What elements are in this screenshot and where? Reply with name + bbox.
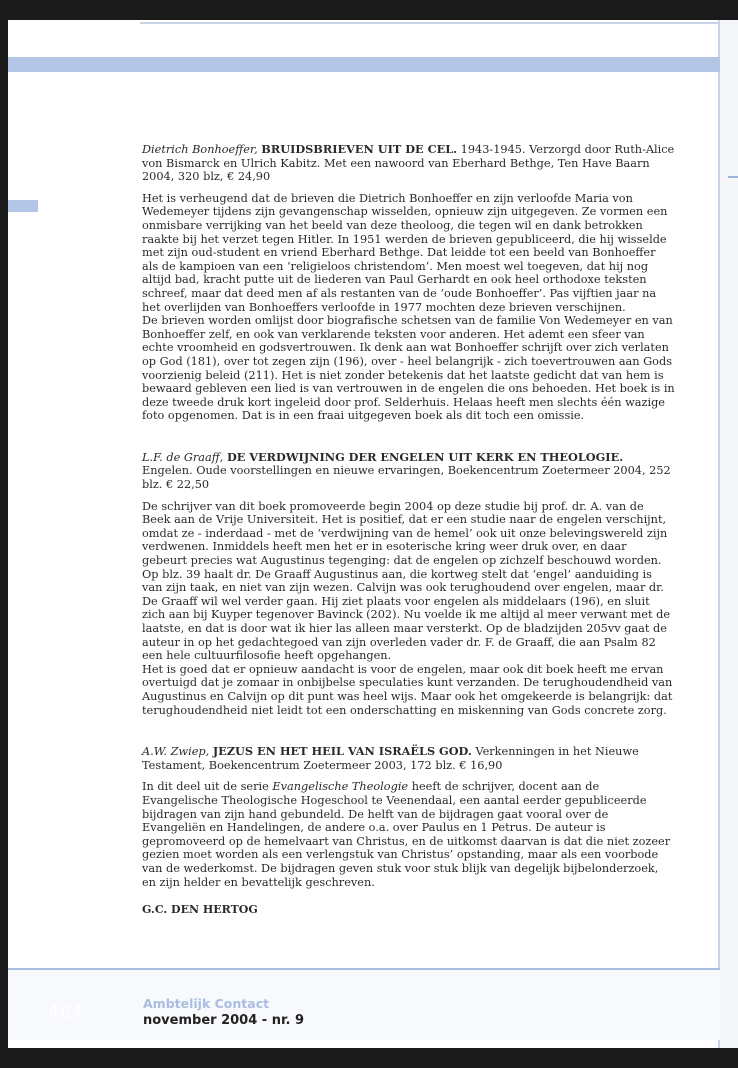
review-de-graaff — [142, 451, 675, 717]
right-edge-tick — [728, 176, 738, 178]
review-author: Dietrich Bonhoeffer, — [142, 143, 258, 156]
review-author: A.W. Zwiep, — [142, 745, 210, 759]
side-marker — [8, 200, 38, 212]
review-title: DE VERDWIJNING DER ENGELEN UIT KERK EN THEOLOGIE. — [226, 449, 624, 464]
review-title: JEZUS EN HET HEIL VAN ISRAËLS GOD. — [212, 744, 472, 759]
review-bonhoeffer — [142, 143, 675, 423]
reviews-column — [142, 143, 675, 944]
review-citation — [142, 745, 675, 772]
review-paragraph: Het is verheugend dat de brieven die Dietrich Bonhoeffer en zijn verloofde Maria von Wedemeyer tijdens zijn gevangenschap wisselden, opnieuw zijn uitgegeven. Ze vormen een onmisbare verrijking van het beeld van deze theoloog, die tegen wil en dank betrokken raakte bij het verzet tegen Hitler. In 1951 werden de brieven gepubliceerd, die hij wisselde met zijn oud-student en vriend Eberhard Bethge. Dat leidde tot een beeld van Bonhoeffer als de kampioen van een ‘religieloos christendom’. Men moest wel toegeven, dat hij nog altijd bad, kracht putte uit de liederen van Paul Gerhardt en ook heel orthodoxe teksten schreef, maar dat deed men af als restanten van de ‘oude Bonhoeffer’. Pas vijftien jaar na het overlijden van Bonhoeffers verloofde in 1977 mochten deze brieven verschijnen. — [142, 191, 668, 314]
review-author: L.F. de Graaff, — [142, 450, 224, 464]
journal-issue: november 2004 - nr. 9 — [143, 1013, 305, 1028]
paragraph-lead: In dit deel uit de serie — [142, 780, 273, 794]
review-citation — [142, 143, 675, 184]
page-edge-right — [718, 20, 738, 1050]
scan-border-bottom — [0, 1048, 738, 1068]
review-details: Verkenningen in het Nieuwe Testament, Boekencentrum Zoetermeer 2003, 172 blz. € 16,90 — [142, 745, 639, 772]
review-paragraph: De brieven worden omlijst door biografische schetsen van de familie Von Wedemeyer en van Bonhoeffer zelf, en ook van verklarende teksten voor anderen. Het ademt een sfeer van echte vroomheid en godsvertrouwen. Ik denk aan wat Bonhoeffer schrijft over zich verlaten op God (181), over tot zegen zijn (196), over - heel belangrijk - zich toevertrouwen aan Gods voorzienig beleid (211). Het is niet zonder betekenis dat het laatste gedicht dat van hem is bewaard gebleven een lied is van vertrouwen in de engelen die ons behoeden. Het boek is in deze tweede druk kort ingeleid door prof. Selderhuis. Helaas heeft men slechts één wazige foto opgenomen. Dat is in een fraai uitgegeven boek als dit toch een omissie. — [142, 314, 675, 423]
review-paragraph — [142, 780, 675, 889]
review-zwiep — [142, 745, 675, 916]
footer-band — [8, 968, 720, 1040]
paragraph-rest: heeft de schrijver, docent aan de Evangelische Theologische Hogeschool te Veenendaal, een aantal eerder gepubliceerde bijdragen van zijn hand gebundeld. De helft van de bijdragen gaat vooral over de Evangeliën en Handelingen, de andere o.a. over Paulus en 1 Petrus. De auteur is gepromoveerd op de hemelvaart van Christus, en de uitkomst daarvan is dat die niet zozeer gezien moet worden als een verlengstuk van Christus’ opstanding, maar als een voorbode van de wederkomst. De bijdragen geven stuk voor stuk blijk van degelijk bijbelonderzoek, en zijn helder en bevattelijk geschreven. — [142, 780, 671, 889]
review-title: BRUIDSBRIEVEN UIT DE CEL. — [261, 142, 458, 156]
review-details: Engelen. Oude voorstellingen en nieuwe ervaringen, Boekencentrum Zoetermeer 2004, 252 blz. € 22,50 — [142, 464, 671, 492]
scan-border-top — [0, 0, 738, 20]
review-paragraph: De schrijver van dit boek promoveerde begin 2004 op deze studie bij prof. dr. A. van de Beek aan de Vrije Universiteit. Het is positief, dat er een studie naar de engelen verschijnt, omdat ze - inderdaad - met de ‘verdwijning van de hemel’ ook uit onze belevingswereld zijn verdwenen. Inmiddels heeft men het er in esoterische kring weer druk over, en daar gebeurt precies wat Augustinus tegenging: dat de engelen op zichzelf beschouwd worden. Op blz. 39 haalt dr. De Graaff Augustinus aan, die kortweg stelt dat ‘engel’ aanduiding is van zijn taak, en niet van zijn wezen. Calvijn was ook terughoudend over engelen, maar dr. De Graaff wil wel verder gaan. Hij ziet plaats voor engelen als middelaars (196), en sluit zich aan bij Kuyper tegenover Bavinck (202). Nu voelde ik me altijd al meer verwant met de laatste, en dat is door wat ik hier las alleen maar versterkt. Op de bladzijden 205vv gaat de auteur in op het gedachtegoed van zijn overleden vader dr. F. de Graaff, die aan Psalm 82 een hele cultuurfilosofie heeft opgehangen. — [142, 499, 671, 663]
review-details: 1943-1945. Verzorgd door Ruth-Alice von Bismarck en Ulrich Kabitz. Met een nawoord van Eberhard Bethge, Ten Have Baarn 2004, 320 blz, € 24,90 — [142, 143, 675, 184]
review-citation — [142, 451, 675, 492]
scan-border-left — [0, 0, 8, 1068]
header-rule — [140, 22, 720, 24]
reviewer-signature: G.C. DEN HERTOG — [142, 903, 258, 917]
review-paragraph: Het is goed dat er opnieuw aandacht is voor de engelen, maar ook dit boek heeft me ervan overtuigd dat je zomaar in onbijbelse speculaties kunt verzanden. De terughoudendheid van Augustinus en Calvijn op dit punt was heel wijs. Maar ook het omgekeerde is belangrijk: dat terughoudendheid niet leidt tot een onderschatting en miskenning van Gods concrete zorg. — [142, 662, 673, 717]
page-number: 464 — [48, 1003, 84, 1023]
series-name: Evangelische Theologie — [272, 780, 409, 794]
journal-name: Ambtelijk Contact — [143, 996, 270, 1011]
header-accent-band — [8, 57, 720, 72]
